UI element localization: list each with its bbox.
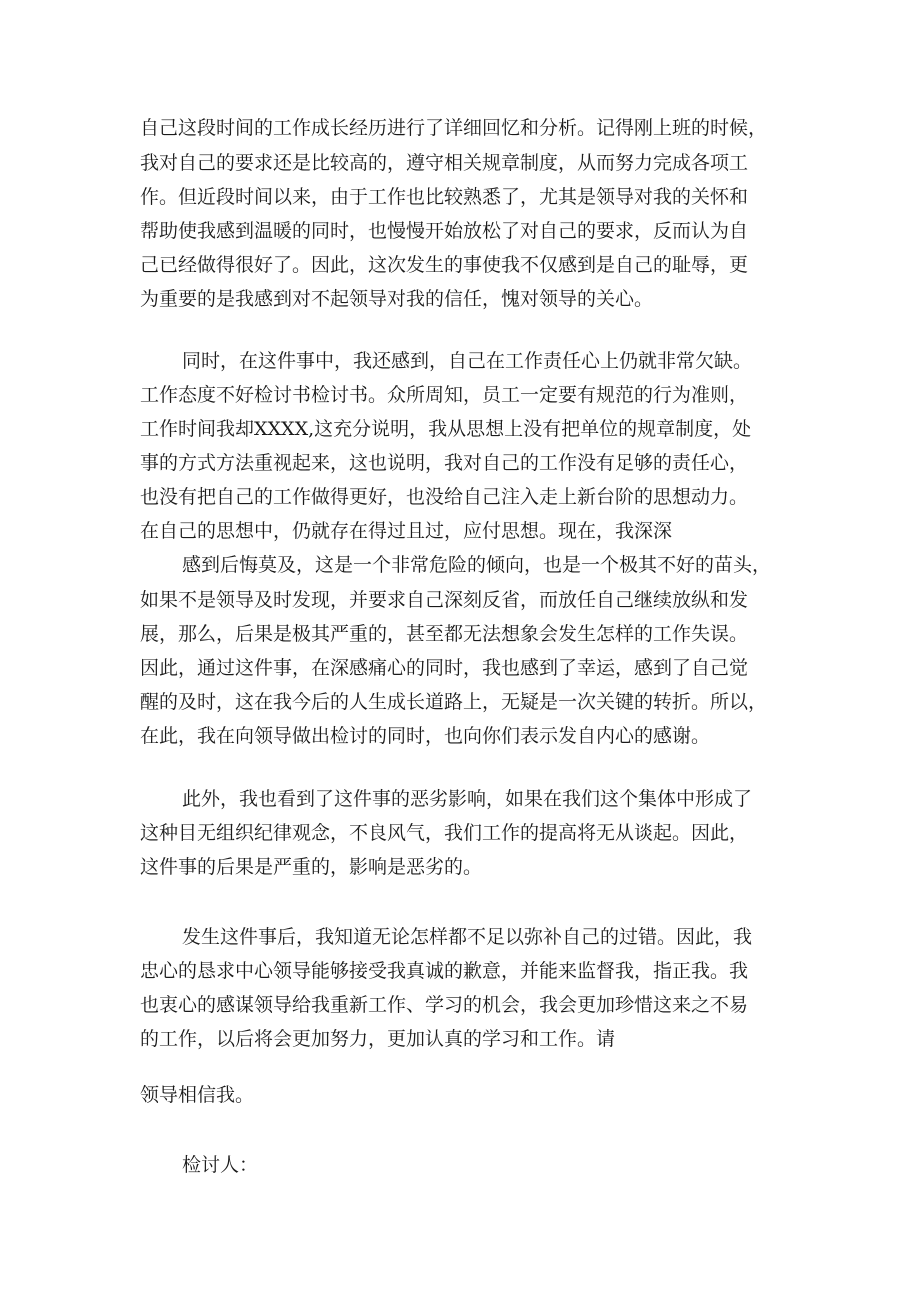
text-line: 事的方式方法重视起来，这也说明，我对自己的工作没有足够的责任心， bbox=[140, 452, 749, 474]
text-line: 展，那么，后果是极其严重的，甚至都无法想象会发生怎样的工作失误。 bbox=[140, 623, 749, 645]
text-line: 也没有把自己的工作做得更好，也没给自己注入走上新台阶的思想动力。 bbox=[140, 486, 749, 508]
text-line: 为重要的是我感到对不起领导对我的信任，愧对领导的关心。 bbox=[140, 288, 654, 310]
text-line: 因此，通过这件事，在深感痛心的同时，我也感到了幸运，感到了自己觉 bbox=[140, 657, 749, 679]
text-line: 感到后悔莫及，这是一个非常危险的倾向，也是一个极其不好的苗头， bbox=[182, 554, 772, 576]
text-line: 也衷心的感谋领导给我重新工作、学习的机会，我会更加珍惜这来之不易 bbox=[140, 994, 749, 1016]
text-line: 的工作，以后将会更加努力，更加认真的学习和工作。请 bbox=[140, 1028, 616, 1050]
text-line: 自己这段时间的工作成长经历进行了详细回忆和分析。记得刚上班的时候， bbox=[140, 117, 768, 139]
text-line: 领导相信我。 bbox=[140, 1084, 255, 1106]
text-line: 在自己的思想中，仍就存在得过且过，应付思想。现在，我深深 bbox=[140, 520, 673, 542]
text-line: 这件事的后果是严重的，影响是恶劣的。 bbox=[140, 856, 483, 878]
text-line: 工作时间我却XXXX,这充分说明，我从思想上没有把单位的规章制度，处 bbox=[140, 418, 752, 440]
text-line: 工作态度不好检讨书检讨书。众所周知，员工一定要有规范的行为准则， bbox=[140, 384, 749, 406]
signature-label: 检讨人： bbox=[182, 1154, 259, 1176]
text-line: 我对自己的要求还是比较高的，遵守相关规章制度，从而努力完成各项工 bbox=[140, 152, 749, 174]
text-line: 己已经做得很好了。因此，这次发生的事使我不仅感到是自己的耻辱，更 bbox=[140, 254, 749, 276]
text-line: 此外，我也看到了这件事的恶劣影响，如果在我们这个集体中形成了 bbox=[182, 788, 753, 810]
text-line: 同时，在这件事中，我还感到，自己在工作责任心上仍就非常欠缺。 bbox=[182, 350, 753, 372]
text-line: 如果不是领导及时发现，并要求自己深刻反省，而放任自己继续放纵和发 bbox=[140, 589, 749, 611]
text-line: 发生这件事后，我知道无论怎样都不足以弥补自己的过错。因此，我 bbox=[182, 926, 753, 948]
text-line: 忠心的恳求中心领导能够接受我真诚的歉意，并能来监督我，指正我。我 bbox=[140, 960, 749, 982]
text-line: 醒的及时，这在我今后的人生成长道路上，无疑是一次关键的转折。所以， bbox=[140, 691, 768, 713]
text-line: 帮助使我感到温暖的同时，也慢慢开始放松了对自己的要求，反而认为自 bbox=[140, 220, 749, 242]
text-line: 这种目无组织纪律观念，不良风气，我们工作的提高将无从谈起。因此， bbox=[140, 822, 749, 844]
text-line: 作。但近段时间以来，由于工作也比较熟悉了，尤其是领导对我的关怀和 bbox=[140, 186, 749, 208]
text-line: 在此，我在向领导做出检讨的同时，也向你们表示发自内心的感谢。 bbox=[140, 725, 711, 747]
